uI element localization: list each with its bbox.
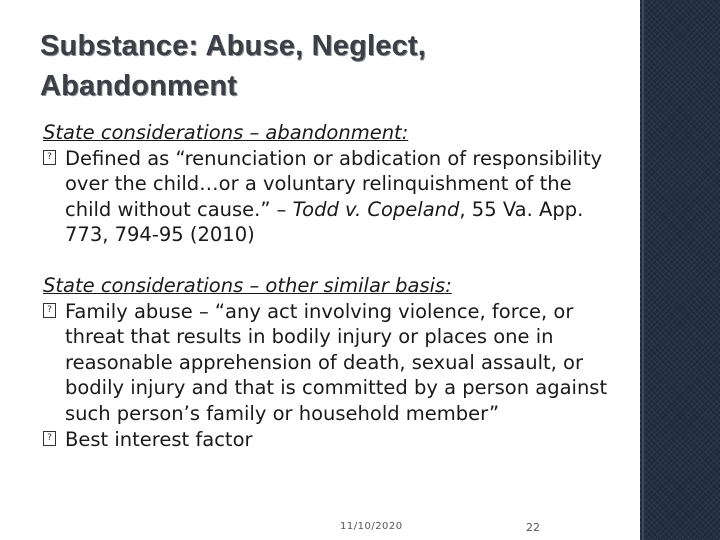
bullet-text: Family abuse – “any act involving violence, force, or threat that results in bodily injury or places one in reasonable apprehension of death, sexual assault, or bodily injury and that is committed by a person against such person’s family or household member” bbox=[65, 299, 608, 425]
section-spacer bbox=[43, 248, 623, 273]
bullet-box-icon: ? bbox=[43, 431, 56, 446]
bullet-abandonment-definition bbox=[43, 146, 623, 248]
footer-page-number: 22 bbox=[526, 521, 540, 534]
slide-title: Substance: Abuse, Neglect, Abandonment bbox=[40, 30, 427, 102]
bullet-text: Best interest factor bbox=[65, 427, 253, 451]
slide-body bbox=[43, 120, 623, 452]
bullet-best-interest bbox=[43, 427, 623, 453]
section-heading-abandonment: State considerations – abandonment: bbox=[43, 121, 409, 144]
bullet-box-icon: ? bbox=[43, 303, 56, 318]
case-name: Todd v. Copeland bbox=[292, 197, 460, 221]
decorative-sidebar bbox=[640, 0, 720, 540]
bullet-family-abuse bbox=[43, 299, 623, 427]
bullet-text: Defined as “renunciation or abdication of responsibility over the child…or a voluntary relinquishment of the child without cause.” – bbox=[65, 146, 603, 221]
section-heading-other-basis: State considerations – other similar basis: bbox=[43, 273, 452, 297]
citation-text: , 55 Va. App. 773, 794-95 (2010) bbox=[65, 197, 584, 247]
sidebar-edge-line bbox=[642, 0, 644, 540]
bullet-box-icon: ? bbox=[43, 150, 56, 165]
footer-date: 11/10/2020 bbox=[340, 521, 403, 532]
